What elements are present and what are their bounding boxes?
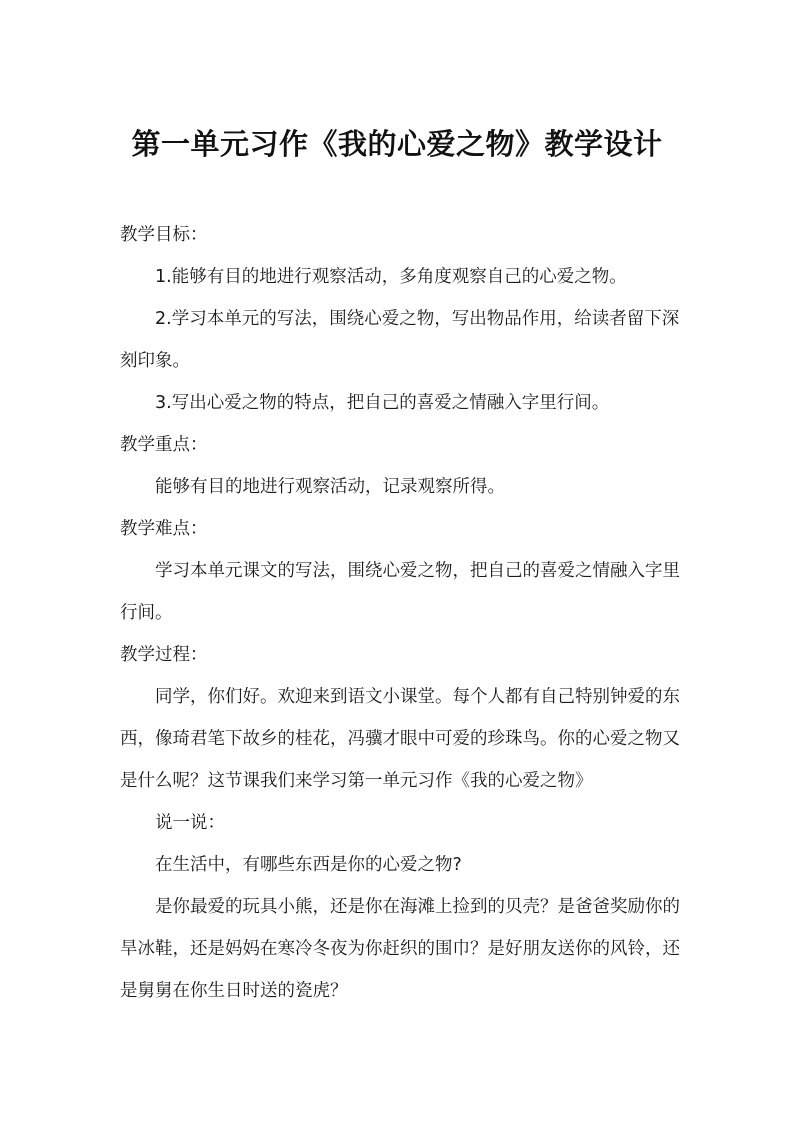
key-points-text: 能够有目的地进行观察活动，记录观察所得。 [155,477,505,497]
document-title: 第一单元习作《我的心爱之物》教学设计 [131,127,663,161]
objective-item: 2.学习本单元的写法，围绕心爱之物，写出物品作用，给读者留下深刻印象。 [120,309,680,371]
objectives-heading: 教学目标： [120,225,208,245]
process-intro-text: 同学，你们好。欢迎来到语文小课堂。每个人都有自己特别钟爱的东西，像琦君笔下故乡的桂花，冯骥才眼中可爱的珍珠鸟。你的心爱之物又是什么呢？这节课我们来学习第一单元习作《我的心爱之物》 [120,687,680,791]
say-heading: 说一说： [155,813,225,833]
objective-item: 1.能够有目的地进行观察活动，多角度观察自己的心爱之物。 [155,267,627,287]
difficulties-heading: 教学难点： [120,519,208,539]
difficulties-text: 学习本单元课文的写法，围绕心爱之物，把自己的喜爱之情融入字里行间。 [120,561,680,623]
objective-item: 3.写出心爱之物的特点，把自己的喜爱之情融入字里行间。 [155,393,610,413]
document-body [120,214,680,1012]
process-heading: 教学过程： [120,645,208,665]
key-points-heading: 教学重点： [120,435,208,455]
examples-text: 是你最爱的玩具小熊，还是你在海滩上捡到的贝壳？是爸爸奖励你的旱冰鞋，还是妈妈在寒冷冬夜为你赶织的围巾？是好朋友送你的风铃，还是舅舅在你生日时送的瓷虎？ [120,897,680,1001]
question-text: 在生活中，有哪些东西是你的心爱之物? [155,855,462,875]
